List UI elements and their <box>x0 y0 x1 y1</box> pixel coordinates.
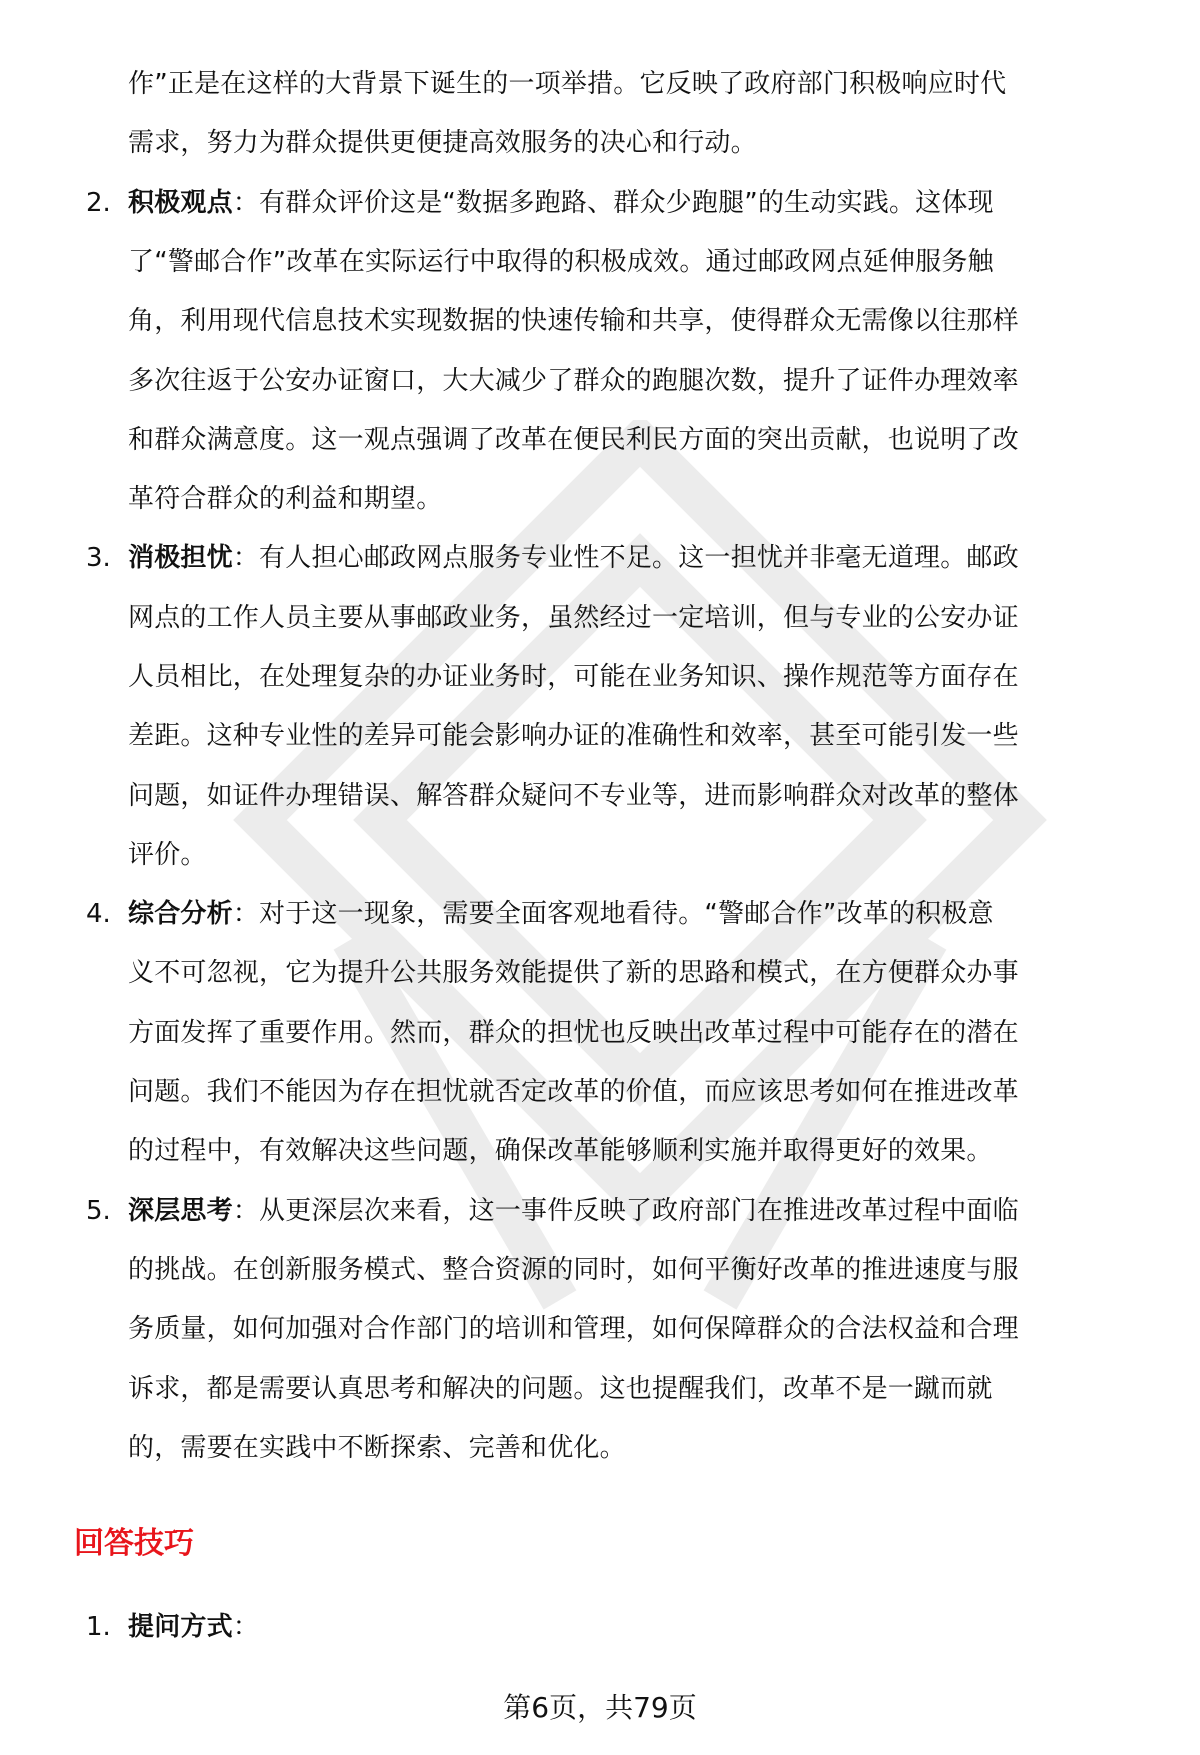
item-title: 综合分析 <box>128 899 233 929</box>
item-separator: ： <box>232 1196 260 1226</box>
paragraph-line: 义不可忽视，它为提升公共服务效能提供了新的思路和模式，在方便群众办事 <box>128 958 1019 988</box>
page-number: 第6页，共79页 <box>503 1691 697 1724</box>
paragraph-line: 问题，如证件办理错误、解答群众疑问不专业等，进而影响群众对改革的整体 <box>128 781 1019 811</box>
paragraph-line: 革符合群众的利益和期望。 <box>128 484 443 514</box>
paragraph-line: 角，利用现代信息技术实现数据的快速传输和共享，使得群众无需像以往那样 <box>128 306 1019 336</box>
item-title: 消极担忧 <box>128 543 233 573</box>
list-number: 5. <box>86 1196 111 1226</box>
paragraph-line: 对于这一现象，需要全面客观地看待。“警邮合作”改革的积极意 <box>259 899 994 929</box>
list-number: 4. <box>86 899 111 929</box>
paragraph-line: 了“警邮合作”改革在实际运行中取得的积极成效。通过邮政网点延伸服务触 <box>128 247 994 277</box>
paragraph-line: 和群众满意度。这一观点强调了改革在便民利民方面的突出贡献，也说明了改 <box>128 425 1019 455</box>
paragraph-line: 需求，努力为群众提供更便捷高效服务的决心和行动。 <box>128 128 757 158</box>
paragraph-line: 多次往返于公安办证窗口，大大减少了群众的跑腿次数，提升了证件办理效率 <box>128 366 1019 396</box>
item-separator: ： <box>232 543 260 573</box>
paragraph-line: 评价。 <box>128 840 207 870</box>
item-title: 提问方式 <box>128 1612 233 1642</box>
list-number: 1. <box>86 1612 111 1642</box>
paragraph-line: 差距。这种专业性的差异可能会影响办证的准确性和效率，甚至可能引发一些 <box>128 721 1019 751</box>
list-item-positive <box>128 174 1138 233</box>
item-title: 积极观点 <box>128 188 233 218</box>
paragraph-line: 网点的工作人员主要从事邮政业务，虽然经过一定培训，但与专业的公安办证 <box>128 603 1019 633</box>
list-number: 2. <box>86 188 111 218</box>
paragraph-line: 从更深层次来看，这一事件反映了政府部门在推进改革过程中面临 <box>259 1196 1019 1226</box>
item-separator: ： <box>232 1612 260 1642</box>
paragraph-line: 的挑战。在创新服务模式、整合资源的同时，如何平衡好改革的推进速度与服 <box>128 1255 1019 1285</box>
paragraph-line: 作”正是在这样的大背景下诞生的一项举措。它反映了政府部门积极响应时代 <box>128 69 1007 99</box>
paragraph-line: 有群众评价这是“数据多跑路、群众少跑腿”的生动实践。这体现 <box>259 188 994 218</box>
section-title: 回答技巧 <box>74 1526 194 1561</box>
item-separator: ： <box>232 188 260 218</box>
paragraph-line: 问题。我们不能因为存在担忧就否定改革的价值，而应该思考如何在推进改革 <box>128 1077 1019 1107</box>
paragraph-line: 的，需要在实践中不断探索、完善和优化。 <box>128 1433 626 1463</box>
item-separator: ： <box>232 899 260 929</box>
list-item-question-style <box>128 1598 1138 1657</box>
list-number: 3. <box>86 543 111 573</box>
list-item-deep-thinking <box>128 1182 1138 1241</box>
paragraph-line: 有人担心邮政网点服务专业性不足。这一担忧并非毫无道理。邮政 <box>259 543 1019 573</box>
paragraph-line: 的过程中，有效解决这些问题，确保改革能够顺利实施并取得更好的效果。 <box>128 1136 993 1166</box>
list-item-concern <box>128 529 1138 588</box>
paragraph-line: 人员相比，在处理复杂的办证业务时，可能在业务知识、操作规范等方面存在 <box>128 662 1019 692</box>
paragraph-line: 务质量，如何加强对合作部门的培训和管理，如何保障群众的合法权益和合理 <box>128 1314 1019 1344</box>
item-title: 深层思考 <box>128 1196 233 1226</box>
list-item-analysis <box>128 885 1138 944</box>
paragraph-line: 方面发挥了重要作用。然而，群众的担忧也反映出改革过程中可能存在的潜在 <box>128 1018 1019 1048</box>
paragraph-line: 诉求，都是需要认真思考和解决的问题。这也提醒我们，改革不是一蹴而就 <box>128 1374 993 1404</box>
